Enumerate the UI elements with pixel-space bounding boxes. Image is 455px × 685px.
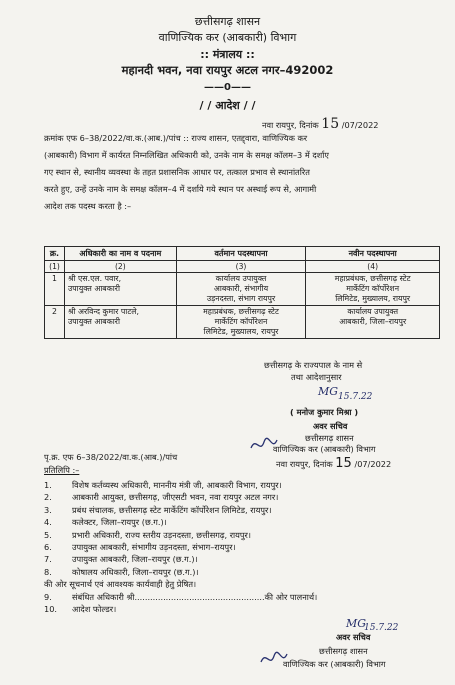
list-item: 7. उपायुक्त आबकारी, जिला–रायपुर (छ.ग.)। <box>44 554 198 565</box>
new-posting-cell <box>306 273 440 306</box>
address-heading: महानदी भवन, नवा रायपुर अटल नगर–492002 <box>121 63 334 77</box>
signature-date-2: 15.7.22 <box>364 623 399 633</box>
endorsement-date: नवा रायपुर, दिनांक 15 /07/2022 <box>276 456 392 471</box>
current-posting-line: कार्यालय उपायुक्त <box>215 274 267 283</box>
header-current-posting: वर्तमान पदस्थापना <box>176 247 306 261</box>
header-new-posting: नवीन पदस्थापना <box>306 247 440 261</box>
current-posting-line: उड़नदस्ता, संभाग रायपुर <box>206 294 276 303</box>
list-item: 3. प्रबंध संचालक, छत्तीसगढ़ स्टेट मार्केटिंग कॉर्पोरेशन लिमिटेड, रायपुर। <box>44 504 272 515</box>
order-para-line-4: करते हुए, उन्हें उनके नाम के समक्ष कॉलम–4 में दर्शाये गये स्थान पर अस्थाई रूप से, आगामी <box>44 184 317 194</box>
order-day: 15 <box>321 116 340 132</box>
order-para-line-2: (आबकारी) विभाग में कार्यरत निम्नलिखित अधिकारी को, उनके नाम के समक्ष कॉलम–3 में दर्शाए <box>44 150 329 160</box>
signatory-designation: अवर सचिव <box>313 421 348 431</box>
new-posting-line: कार्यालय उपायुक्त <box>347 307 399 316</box>
col-num: (2) <box>64 261 176 273</box>
new-posting-line: महाप्रबंधक, छत्तीसगढ़ स्टेट <box>334 274 411 283</box>
new-posting-line: आबकारी, जिला–रायपुर <box>339 317 407 326</box>
table-row <box>45 306 440 339</box>
current-posting-cell <box>176 273 306 306</box>
new-posting-cell <box>306 306 440 339</box>
row-sn: 2 <box>45 306 65 339</box>
current-posting-line: महाप्रबंधक, छत्तीसगढ़ स्टेट <box>203 307 279 316</box>
header-officer: अधिकारी का नाम व पदनाम <box>64 247 176 261</box>
info-line: की ओर सूचनार्थ एवं आवश्यक कार्यवाही हेतु प्रेषित। <box>44 579 197 590</box>
row-sn: 1 <box>45 273 65 306</box>
current-posting-line: आबकारी, संभागीय <box>213 284 269 293</box>
table-header-row <box>45 247 440 261</box>
order-title: / / आदेश / / <box>199 99 256 112</box>
signature-scribble-icon <box>258 648 290 670</box>
order-para-line-1: क्रमांक एफ 6–38/2022/वा.क.(आब.)/पांच :: राज्य शासन, एतद्द्वारा, वाणिज्यिक कर <box>44 133 308 143</box>
order-para-line-5: आदेश तक पदस्थ करता है :– <box>44 201 132 211</box>
header-sn: क्र. <box>45 247 65 261</box>
list-item: 8. कोषालय अधिकारी, जिला–रायपुर (छ.ग.)। <box>44 566 199 577</box>
col-num: (4) <box>306 261 440 273</box>
transfer-table <box>44 246 440 339</box>
current-posting-line: लिमिटेड, मुख्यालय, रायपुर <box>203 327 279 336</box>
govt-heading: छत्तीसगढ़ शासन <box>194 15 261 28</box>
col-num: (3) <box>176 261 306 273</box>
list-item: 1. विशेष कर्तव्यस्थ अधिकारी, माननीय मंत्री जी, आबकारी विभाग, रायपुर। <box>44 480 282 490</box>
list-item: 6. उपायुक्त आबकारी, संभागीय उड़नदस्ता, संभाग–रायपुर। <box>44 541 236 552</box>
signatory-govt-2: छत्तीसगढ़ शासन <box>319 646 368 656</box>
officer-name: श्री अरविन्द कुमार पाटले, <box>67 307 140 316</box>
dept-heading: वाणिज्यिक कर (आबकारी) विभाग <box>158 31 297 44</box>
officer-name-cell <box>64 273 176 306</box>
list-item: 4. कलेक्टर, जिला–रायपुर (छ.ग.)। <box>44 517 167 528</box>
copy-list <box>44 480 444 616</box>
governor-line-2: तथा आदेशानुसार <box>291 372 342 382</box>
officer-name-cell <box>64 306 176 339</box>
table-row <box>45 273 440 306</box>
separator-line: ——0—— <box>204 82 251 93</box>
column-number-row <box>45 261 440 273</box>
signature-date: 15.7.22 <box>338 392 373 402</box>
signature-initials: MG <box>318 385 339 398</box>
list-item: 5. प्रभारी अधिकारी, राज्य स्तरीय उड़नदस्ता, छत्तीसगढ़, रायपुर। <box>44 529 252 540</box>
signature-scribble-icon <box>248 434 280 456</box>
copy-to-label: प्रतिलिपि :– <box>44 465 80 475</box>
signatory-govt: छत्तीसगढ़ शासन <box>305 433 354 443</box>
officer-designation: उपायुक्त आबकारी <box>67 317 120 326</box>
signatory-name: ( मनोज कुमार मिश्रा ) <box>290 407 359 417</box>
order-para-line-3: गए स्थान से, स्थानीय व्यवस्था के तहत प्रशासनिक आधार पर, तत्काल प्रभाव से स्थानांतरित <box>44 167 310 177</box>
current-posting-cell <box>176 306 306 339</box>
signatory-dept: वाणिज्यिक कर (आबकारी) विभाग <box>273 444 376 454</box>
list-item: 9. संबंधित अधिकारी श्री..................................................की ओर पालनार्थ। <box>44 591 318 602</box>
order-date: नवा रायपुर, दिनांक 15 /07/2022 <box>262 116 379 132</box>
list-item: 10. आदेश फोल्डर। <box>44 603 117 614</box>
officer-name: श्री एस.एल. पवार, <box>67 274 122 283</box>
officer-designation: उपायुक्त आबकारी <box>67 284 120 293</box>
signatory-designation-2: अवर सचिव <box>336 632 371 642</box>
ministry-heading: :: मंत्रालय :: <box>200 48 255 61</box>
new-posting-line: मार्केटिंग कॉर्पोरेशन <box>346 284 400 293</box>
signature-initials-2: MG <box>346 617 367 630</box>
endorsement-day: 15 <box>335 456 352 471</box>
endorsement-ref: पृ.क्र. एफ 6–38/2022/वा.क.(आब.)/पांच <box>44 452 178 462</box>
current-posting-line: मार्केटिंग कॉर्पोरेशन <box>214 317 268 326</box>
col-num: (1) <box>45 261 65 273</box>
signatory-dept-2: वाणिज्यिक कर (आबकारी) विभाग <box>283 659 386 669</box>
new-posting-line: लिमिटेड, मुख्यालय, रायपुर <box>335 294 411 303</box>
list-item: 2. आबकारी आयुक्त, छत्तीसगढ़, जीएसटी भवन, नवा रायपुर अटल नगर। <box>44 492 279 503</box>
governor-line-1: छत्तीसगढ़ के राज्यपाल के नाम से <box>264 360 363 370</box>
